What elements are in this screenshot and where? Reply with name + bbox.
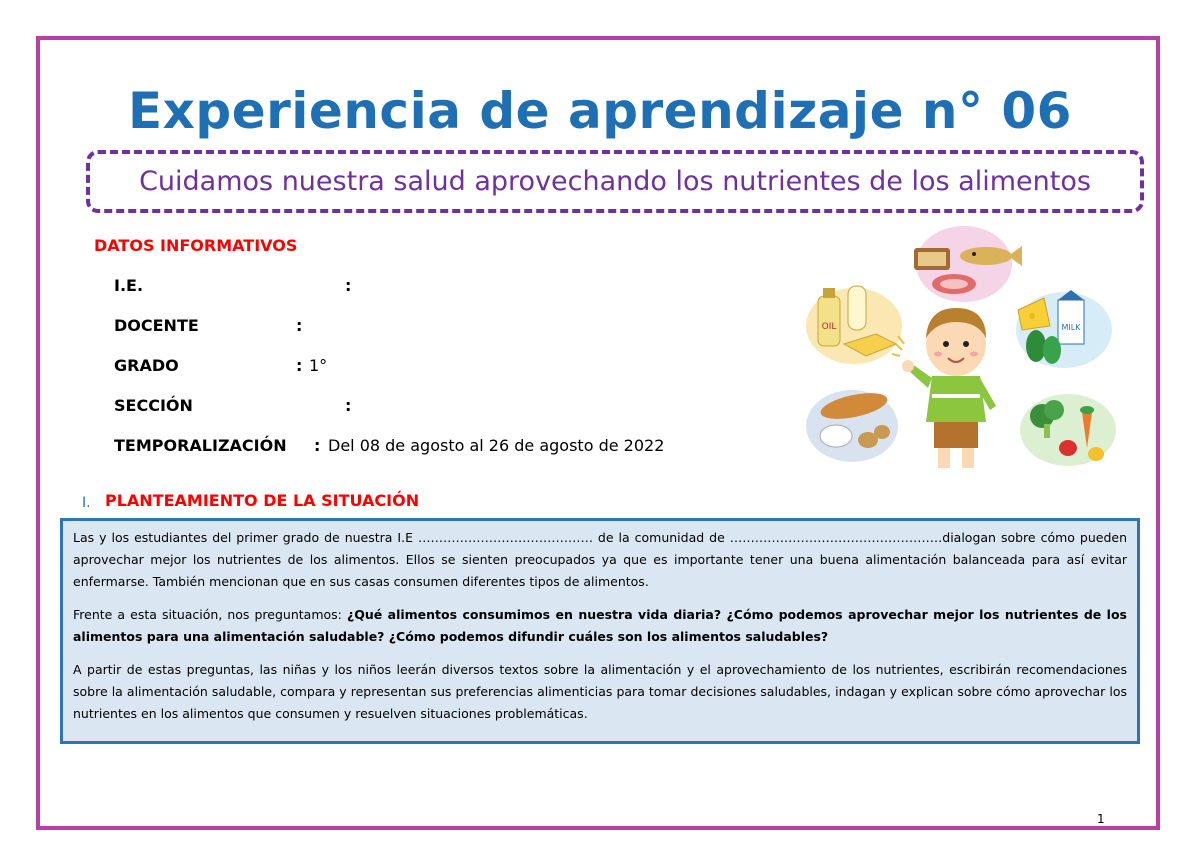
seccion-colon: : xyxy=(345,396,352,415)
milk-label: MILK xyxy=(1061,323,1081,332)
grado-colon: : xyxy=(296,356,303,375)
situation-paragraph-2-intro: Frente a esta situación, nos preguntamos: xyxy=(73,607,347,622)
ie-colon: : xyxy=(345,276,352,295)
temporalizacion-colon: : xyxy=(314,436,321,455)
subtitle-box xyxy=(86,150,1144,213)
situation-paragraph-3: A partir de estas preguntas, las niñas y los niños leerán diversos textos sobre la alimentación y el aprovechamiento de los nutrientes, escribirán recomendaciones sobre la alimentación saludable, compara y representan sus preferencias alimenticias para tomar decisiones saludables, indagan y explican sobre cómo aprovechar los nutrientes en los alimentos que consumen y resuelven situaciones problemáticas. xyxy=(73,662,1127,721)
cheese-milk-plate-icon xyxy=(1016,290,1112,368)
grado-label: GRADO xyxy=(114,356,179,375)
page-title: Experiencia de aprendizaje n° 06 xyxy=(128,82,1072,140)
grado-value: 1° xyxy=(309,356,328,375)
situation-paragraph-1: Las y los estudiantes del primer grado de nuestra I.E …………………………………… de la comunidad de ……………………………………………dialogan sobre cómo pueden aprovechar mejor los nutrientes de los alimentos. Ellos se sienten preocupados ya que es importante tener una buena alimentación balanceada para así evitar enfermarse. También mencionan que en sus casas consumen diferentes tipos de alimentos. xyxy=(73,530,1127,589)
seccion-label: SECCIÓN xyxy=(114,396,193,415)
situation-questions: ¿Qué alimentos consumimos en nuestra vida diaria? ¿Cómo podemos aprovechar mejor los nutrientes de los alimentos para una alimentación saludable? ¿Cómo podemos difundir cuáles son los alimentos saludables? xyxy=(73,607,1127,644)
oil-label: OIL xyxy=(821,322,837,332)
docente-colon: : xyxy=(296,316,303,335)
situation-paragraph-2 xyxy=(73,604,1127,648)
section-number: I. xyxy=(82,495,91,511)
temporalizacion-value: Del 08 de agosto al 26 de agosto de 2022 xyxy=(328,436,665,455)
page-number: 1 xyxy=(1097,812,1105,826)
section-title: PLANTEAMIENTO DE LA SITUACIÓN xyxy=(105,491,420,510)
bread-rice-plate-icon xyxy=(806,388,898,462)
child-character-icon xyxy=(892,308,996,468)
oil-butter-plate-icon xyxy=(806,286,902,364)
temporalizacion-label: TEMPORALIZACIÓN xyxy=(114,436,287,455)
vegetables-plate-icon xyxy=(1020,394,1116,466)
datos-heading: DATOS INFORMATIVOS xyxy=(94,236,298,255)
fish-meat-plate-icon xyxy=(914,226,1022,302)
healthy-food-illustration xyxy=(796,226,1126,476)
docente-label: DOCENTE xyxy=(114,316,199,335)
subtitle: Cuidamos nuestra salud aprovechando los nutrientes de los alimentos xyxy=(139,166,1091,197)
situation-box xyxy=(60,518,1140,744)
ie-label: I.E. xyxy=(114,276,144,295)
